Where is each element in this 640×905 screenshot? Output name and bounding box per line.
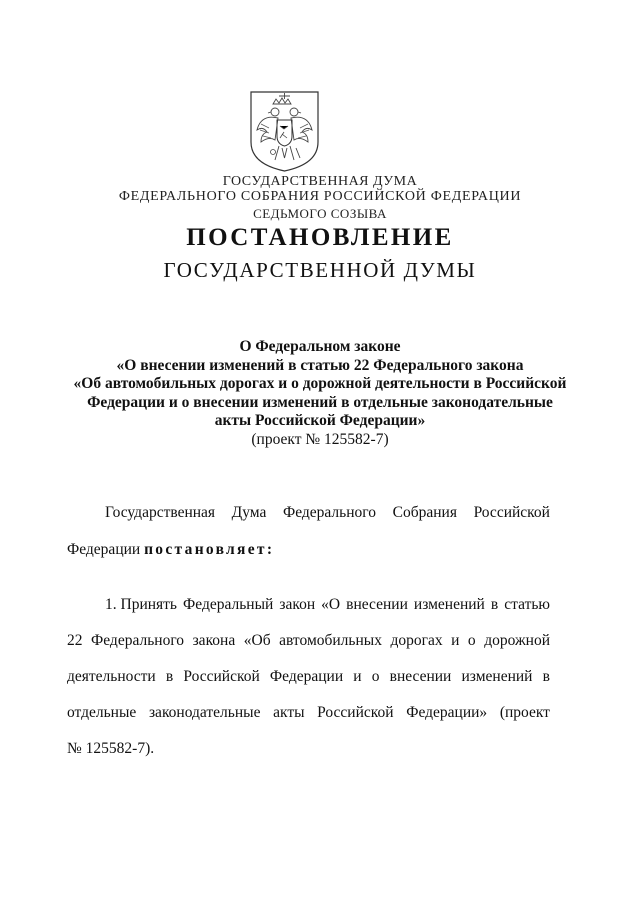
item-word: законодательные (148, 704, 261, 721)
document-subtitle: ГОСУДАРСТВЕННОЙ ДУМЫ (163, 258, 477, 282)
item-word: «Об (243, 632, 271, 649)
document-title: ПОСТАНОВЛЕНИЕ (186, 224, 454, 251)
item-word: в (490, 596, 499, 613)
item-word: «О (321, 596, 341, 613)
item-word: Федерального (91, 632, 185, 649)
item-word: о (467, 632, 476, 649)
preamble-word: Федерации (67, 541, 141, 558)
item-word: дорогах (390, 632, 443, 649)
item-1-line (67, 704, 550, 722)
project-number: (проект № 125582-7) (251, 430, 389, 448)
item-word: № 125582-7). (67, 740, 155, 757)
item-word: акты (273, 704, 305, 721)
item-word: закон (279, 596, 316, 613)
law-title-block (60, 338, 580, 449)
item-word: 22 (67, 632, 83, 649)
law-title-line: акты Российской Федерации» (214, 412, 426, 429)
law-title-line: «О внесении изменений в статью 22 Федерального закона (116, 356, 524, 374)
item-word: дорожной (484, 632, 550, 649)
item-word: и (451, 632, 460, 649)
item-1-line (67, 632, 550, 650)
preamble-line (67, 541, 550, 559)
item-word: Российской (317, 704, 394, 721)
preamble-word: Дума (231, 504, 267, 521)
preamble-word: Собрания (392, 504, 457, 521)
law-title-line: Федерации и о внесении изменений в отдельные законодательные (87, 393, 553, 411)
item-word: Федерации» (406, 704, 488, 721)
convocation-header-line: СЕДЬМОГО СОЗЫВА (253, 206, 387, 221)
item-word: статью (504, 596, 550, 613)
preamble-word: Российской (473, 504, 550, 521)
preamble-word: Федерального (282, 504, 377, 521)
item-word: закона (192, 632, 236, 649)
federal-assembly-header-line: ФЕДЕРАЛЬНОГО СОБРАНИЯ РОССИЙСКОЙ ФЕДЕРАЦИИ (118, 189, 522, 204)
item-word: и (353, 668, 362, 685)
preamble-line (105, 504, 550, 522)
duma-header-line: ГОСУДАРСТВЕННАЯ ДУМА (222, 174, 418, 189)
item-word: Федерации (269, 668, 344, 685)
law-title-line: О Федеральном законе (239, 338, 401, 355)
item-word: деятельности (67, 668, 156, 685)
item-word: (проект (499, 704, 550, 721)
item-word: 1. Принять (105, 596, 178, 613)
item-word: изменений (461, 668, 533, 685)
item-word: отдельные (67, 704, 137, 721)
item-word: автомобильных (279, 632, 382, 649)
item-word: в (542, 668, 550, 685)
item-word: Федеральный (183, 596, 274, 613)
law-title-line: «Об автомобильных дорогах и о дорожной деятельности в Российской (73, 375, 567, 392)
item-1-line (67, 740, 550, 758)
item-1-line (67, 668, 550, 686)
coat-of-arms-emblem (249, 90, 320, 173)
item-word: внесении (346, 596, 408, 613)
decree-word: постановляет: (144, 541, 275, 558)
item-word: Российской (183, 668, 260, 685)
item-word: о (371, 668, 380, 685)
item-word: изменений (413, 596, 485, 613)
item-word: в (165, 668, 174, 685)
preamble-word: Государственная (105, 504, 216, 521)
item-word: внесении (389, 668, 452, 685)
item-1-line (105, 596, 550, 614)
